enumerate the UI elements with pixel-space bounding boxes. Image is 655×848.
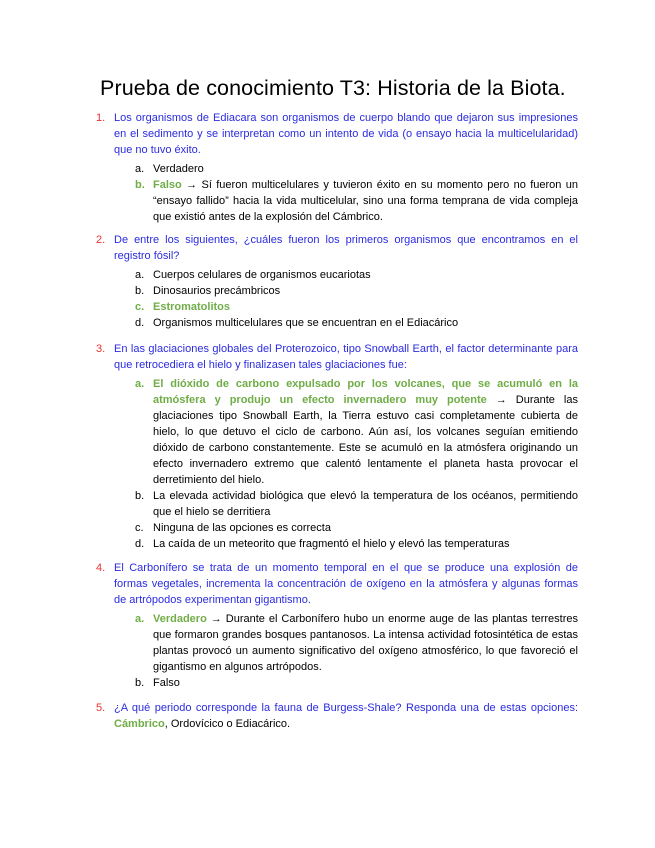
- question-1-options: [96, 161, 578, 225]
- correct-answer-5: Cámbrico: [114, 718, 165, 730]
- question-5-number: 5.: [96, 702, 106, 714]
- question-1: [96, 110, 578, 225]
- question-3: [96, 341, 578, 552]
- explanation-4: Durante el Carbonífero hubo un enorme auge de las plantas terrestres que formaron grandes bosques pantanosos. La intensa actividad fotosintética de estas plantas provocó un aumento significativo del oxígeno atmosférico, lo que favoreció el gigantismo en algunos artrópodos.: [153, 613, 579, 673]
- arrow-icon: →: [210, 613, 222, 625]
- question-1-number: 1.: [96, 112, 106, 124]
- option-2a: a. Cuerpos celulares de organismos eucariotas: [135, 269, 371, 281]
- question-4-options: [96, 611, 578, 691]
- question-2-text: De entre los siguientes, ¿cuáles fueron los primeros organismos que encontramos en el registro fósil?: [114, 234, 578, 262]
- question-2-number: 2.: [96, 234, 106, 246]
- option-1b: b. Falso → Sí fueron multicelulares y tuvieron éxito en su momento pero no fueron un “ensayo fallido” hacia la vida multicelular, sino una forma temprana de vida compleja que existió antes de la explosión del Cámbrico.: [135, 179, 578, 223]
- question-4-prompt: [96, 560, 578, 608]
- question-5-text-after: , Ordovícico o Ediacárico.: [164, 718, 291, 730]
- correct-answer-3: El dióxido de carbono expulsado por los volcanes, que se acumuló en la atmósfera y produjo un efecto invernadero muy potente: [153, 378, 578, 406]
- option-3d: d. La caída de un meteorito que fragmentó el hielo y elevó las temperaturas: [135, 538, 510, 550]
- option-3a: a. El dióxido de carbono expulsado por los volcanes, que se acumuló en la atmósfera y produjo un efecto invernadero muy potente → Durante las glaciaciones tipo Snowball Earth, la Tierra estuvo casi completamente cubierta de hielo, lo que detuvo el ciclo de carbono. Aún así, los volcanes seguían emitiendo dióxido de carbono constantemente. Este se acumuló en la atmósfera originando un efecto invernadero extremo que calentó lentamente el planeta hasta provocar el derretimiento del hielo.: [135, 378, 578, 486]
- question-3-number: 3.: [96, 343, 106, 355]
- explanation-1: Sí fueron multicelulares y tuvieron éxito en su momento pero no fueron un “ensayo fallido” hacia la vida multicelular, sino una forma temprana de vida compleja que existió antes de la explosión del Cámbrico.: [153, 179, 578, 223]
- question-3-text: En las glaciaciones globales del Proterozoico, tipo Snowball Earth, el factor determinante para que retrocediera el hielo y finalizasen tales glaciaciones fue:: [114, 343, 578, 371]
- question-5: [96, 700, 578, 732]
- correct-answer-1: Falso: [153, 179, 182, 191]
- option-4b: b. Falso: [135, 677, 180, 689]
- question-5-prompt: [96, 700, 578, 732]
- question-1-prompt: [96, 110, 578, 158]
- arrow-icon: →: [186, 179, 198, 191]
- question-2: [96, 232, 578, 331]
- correct-answer-2: Estromatolitos: [153, 301, 231, 313]
- question-2-prompt: [96, 232, 578, 264]
- option-2b: b. Dinosaurios precámbricos: [135, 285, 281, 297]
- option-3c: c. Ninguna de las opciones es correcta: [135, 522, 331, 534]
- correct-answer-4: Verdadero: [153, 613, 207, 625]
- question-2-options: [96, 267, 578, 331]
- option-1a: a. Verdadero: [135, 163, 204, 175]
- question-4: [96, 560, 578, 691]
- option-3b: b. La elevada actividad biológica que elevó la temperatura de los océanos, permitiendo que el hielo se derritiera: [135, 490, 578, 518]
- option-4a: a. Verdadero → Durante el Carbonífero hubo un enorme auge de las plantas terrestres que formaron grandes bosques pantanosos. La intensa actividad fotosintética de estas plantas provocó un aumento significativo del oxígeno atmosférico, lo que favoreció el gigantismo en algunos artrópodos.: [135, 613, 579, 673]
- question-3-options: [96, 376, 578, 552]
- question-5-text: ¿A qué periodo corresponde la fauna de Burgess-Shale? Responda una de estas opciones:: [114, 702, 578, 714]
- question-4-number: 4.: [96, 562, 106, 574]
- question-3-prompt: [96, 341, 578, 373]
- question-4-text: El Carbonífero se trata de un momento temporal en el que se produce una explosión de formas vegetales, incrementa la concentración de oxígeno en la atmósfera y algunas formas de artrópodos experimentan gigantismo.: [114, 562, 578, 606]
- page-title: Prueba de conocimiento T3: Historia de la Biota.: [100, 76, 566, 100]
- option-2d: d. Organismos multicelulares que se encuentran en el Ediacárico: [135, 317, 459, 329]
- explanation-3: Durante las glaciaciones tipo Snowball Earth, la Tierra estuvo casi completamente cubierta de hielo, lo que detuvo el ciclo de carbono. Aún así, los volcanes seguían emitiendo dióxido de carbono constantemente. Este se acumuló en la atmósfera originando un efecto invernadero extremo que calentó lentamente el planeta hasta provocar el derretimiento del hielo.: [153, 394, 578, 486]
- question-1-text: Los organismos de Ediacara son organismos de cuerpo blando que dejaron sus impresiones en el sedimento y se interpretan como un intento de vida (o ensayo hacia la multicelularidad) que no tuvo éxito.: [114, 112, 578, 156]
- option-2c: c. Estromatolitos: [135, 301, 231, 313]
- arrow-icon: →: [495, 394, 507, 406]
